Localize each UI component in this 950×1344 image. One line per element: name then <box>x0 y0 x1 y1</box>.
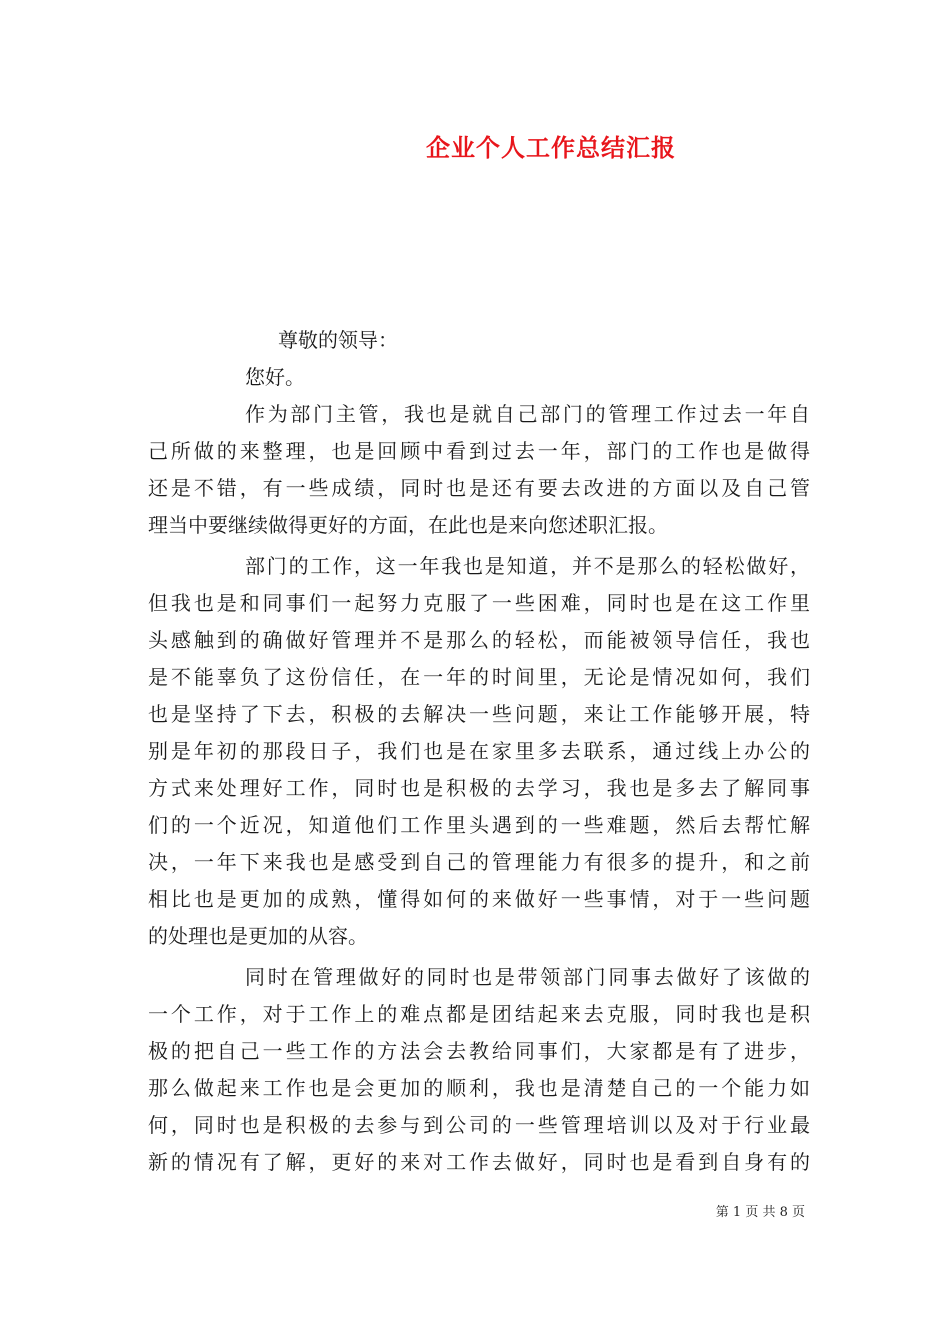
paragraph-line: 一个工作，对于工作上的难点都是团结起来去克服，同时我也是积 <box>148 1002 810 1026</box>
paragraph-1 <box>148 396 810 544</box>
paragraph-line: 己所做的来整理，也是回顾中看到过去一年，部门的工作也是做得 <box>148 439 810 463</box>
paragraph-line: 头感触到的确做好管理并不是那么的轻松，而能被领导信任，我也 <box>148 628 810 652</box>
paragraph-line: 决，一年下来我也是感受到自己的管理能力有很多的提升，和之前 <box>148 850 810 874</box>
paragraph-line: 相比也是更加的成熟，懂得如何的来做好一些事情，对于一些问题 <box>148 887 810 911</box>
paragraph-line: 部门的工作，这一年我也是知道，并不是那么的轻松做好， <box>245 554 810 578</box>
document-title: 企业个人工作总结汇报 <box>426 133 676 162</box>
paragraph-line: 何，同时也是积极的去参与到公司的一些管理培训以及对于行业最 <box>148 1113 810 1137</box>
paragraph-line: 理当中要继续做得更好的方面，在此也是来向您述职汇报。 <box>148 513 668 537</box>
paragraph-2 <box>148 548 810 955</box>
document-body <box>148 322 810 1185</box>
paragraph-line: 们的一个近况，知道他们工作里头遇到的一些难题，然后去帮忙解 <box>148 813 810 837</box>
paragraph-line: 作为部门主管，我也是就自己部门的管理工作过去一年自 <box>245 402 810 426</box>
paragraph-line: 别是年初的那段日子，我们也是在家里多去联系，通过线上办公的 <box>148 739 810 763</box>
paragraph-line: 方式来处理好工作，同时也是积极的去学习，我也是多去了解同事 <box>148 776 810 800</box>
page-number-footer: 第 1 页 共 8 页 <box>715 1205 805 1220</box>
greeting: 您好。 <box>245 365 305 389</box>
paragraph-line: 但我也是和同事们一起努力克服了一些困难，同时也是在这工作里 <box>148 591 810 615</box>
paragraph-3 <box>148 959 810 1181</box>
paragraph-line: 是不能辜负了这份信任，在一年的时间里，无论是情况如何，我们 <box>148 665 810 689</box>
paragraph-line: 那么做起来工作也是会更加的顺利，我也是清楚自己的一个能力如 <box>148 1076 810 1100</box>
paragraph-line: 也是坚持了下去，积极的去解决一些问题，来让工作能够开展，特 <box>148 702 810 726</box>
salutation: 尊敬的领导： <box>278 328 398 352</box>
paragraph-line: 同时在管理做好的同时也是带领部门同事去做好了该做的 <box>245 965 810 989</box>
paragraph-line: 还是不错，有一些成绩，同时也是还有要去改进的方面以及自己管 <box>148 476 810 500</box>
paragraph-line: 极的把自己一些工作的方法会去教给同事们，大家都是有了进步， <box>148 1039 810 1063</box>
paragraph-line: 的处理也是更加的从容。 <box>148 924 368 948</box>
paragraph-line: 新的情况有了解，更好的来对工作去做好，同时也是看到自身有的 <box>148 1150 810 1174</box>
